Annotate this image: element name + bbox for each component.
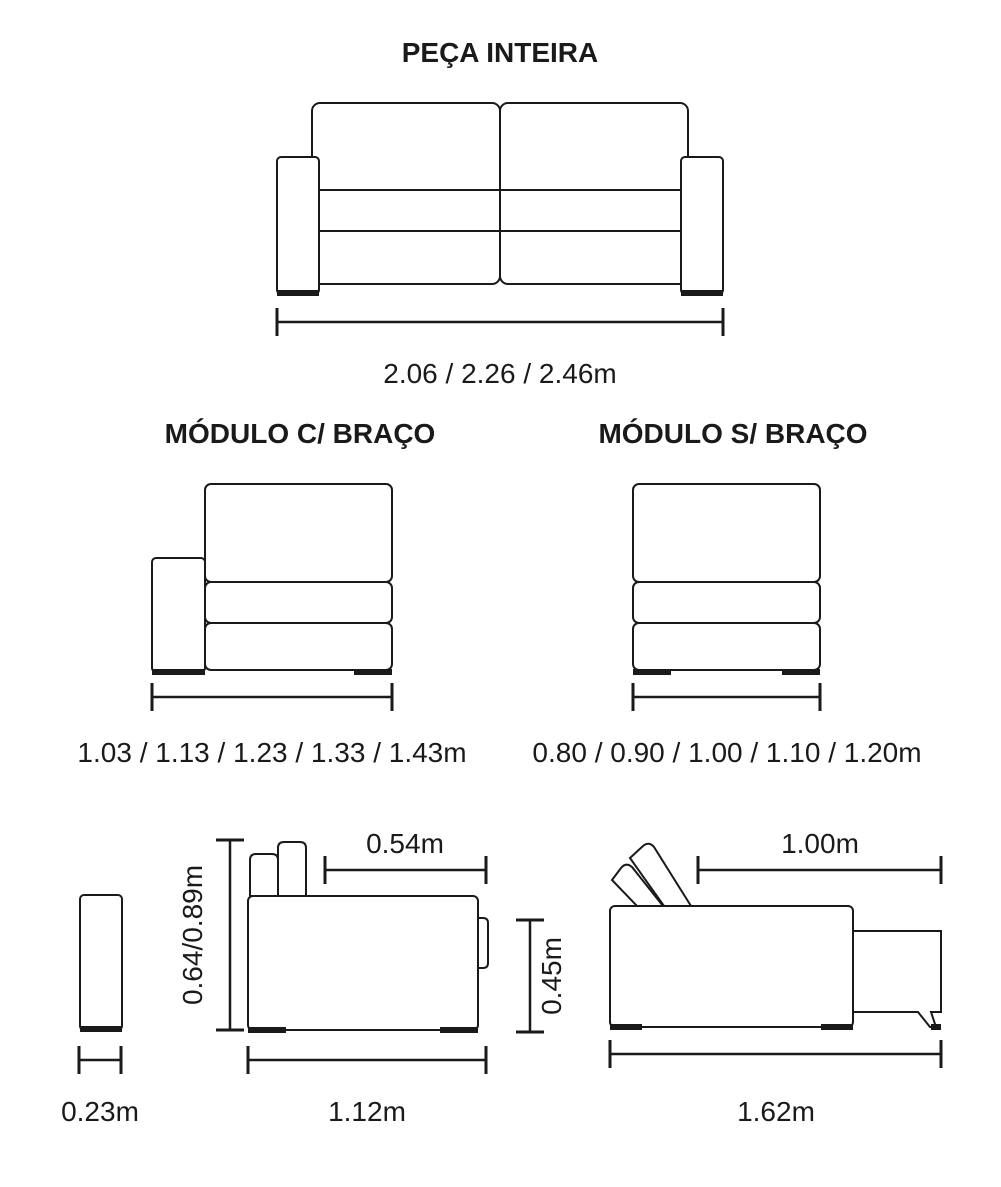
side-depth-label: 1.12m <box>328 1096 406 1127</box>
right-arm <box>681 157 723 294</box>
arm-module-backrest <box>205 484 392 582</box>
armless-module-right-foot <box>782 669 820 675</box>
full-piece-group <box>277 37 723 389</box>
reclined-body <box>610 906 853 1027</box>
seat-depth-label: 0.54m <box>366 828 444 859</box>
arm-module-seat-upper <box>205 582 392 623</box>
arm-module-left-foot <box>152 669 205 675</box>
side-depth-dimension-line <box>248 1046 486 1074</box>
arm-module-drawing <box>152 484 392 675</box>
side-front-foot <box>440 1027 478 1033</box>
arm-module-group <box>77 418 466 768</box>
reclined-depth-dimension-line <box>610 1040 941 1068</box>
arm-side-drawing <box>80 895 122 1030</box>
reclined-rear-foot <box>610 1024 642 1030</box>
armless-module-drawing <box>633 484 820 675</box>
armless-module-title: MÓDULO S/ BRAÇO <box>598 418 868 449</box>
full-piece-title: PEÇA INTEIRA <box>401 37 599 68</box>
left-backrest <box>312 103 500 284</box>
reclined-extension-dimension-line <box>698 856 941 884</box>
arm-module-arm <box>152 558 205 672</box>
reclined-view-drawing <box>610 844 941 1030</box>
side-headrest-rear <box>250 854 278 896</box>
arm-module-title: MÓDULO C/ BRAÇO <box>164 418 436 449</box>
side-height-dimension-line <box>216 840 244 1030</box>
full-width-label: 2.06 / 2.26 / 2.46m <box>383 358 617 389</box>
right-foot <box>681 290 723 296</box>
armless-module-width-label: 0.80 / 0.90 / 1.00 / 1.10 / 1.20m <box>532 737 922 768</box>
armless-module-seat-lower <box>633 623 820 670</box>
side-height-label: 0.64/0.89m <box>177 864 208 1006</box>
reclined-footrest-foot <box>931 1024 941 1030</box>
left-foot <box>277 290 319 296</box>
side-footrest-handle <box>478 918 488 968</box>
arm-side-foot <box>80 1026 122 1032</box>
side-headrest-front <box>278 842 306 896</box>
armless-module-backrest <box>633 484 820 582</box>
seat-depth-dimension-line <box>325 856 486 884</box>
reclined-front-foot <box>821 1024 853 1030</box>
full-sofa-drawing <box>277 103 723 296</box>
side-view-group <box>177 828 567 1127</box>
arm-module-width-dimension-line <box>152 683 392 711</box>
arm-width-dimension-line <box>79 1046 121 1074</box>
reclined-depth-label: 1.62m <box>737 1096 815 1127</box>
side-rear-foot <box>248 1027 286 1033</box>
seat-height-label: 0.45m <box>536 937 567 1015</box>
right-backrest <box>500 103 688 284</box>
arm-width-label: 0.23m <box>61 1096 139 1127</box>
side-body <box>248 896 478 1030</box>
reclined-view-group <box>610 828 941 1127</box>
full-width-dimension-line <box>277 308 723 336</box>
armless-module-left-foot <box>633 669 671 675</box>
reclined-footrest <box>853 931 941 1027</box>
arm-module-seat-lower <box>205 623 392 670</box>
armless-module-seat-upper <box>633 582 820 623</box>
left-arm <box>277 157 319 294</box>
arm-module-width-label: 1.03 / 1.13 / 1.23 / 1.33 / 1.43m <box>77 737 467 768</box>
armless-module-group <box>532 418 921 768</box>
arm-side-group <box>61 895 139 1127</box>
armless-module-width-dimension-line <box>633 683 820 711</box>
arm-module-right-foot <box>354 669 392 675</box>
reclined-extension-label: 1.00m <box>781 828 859 859</box>
